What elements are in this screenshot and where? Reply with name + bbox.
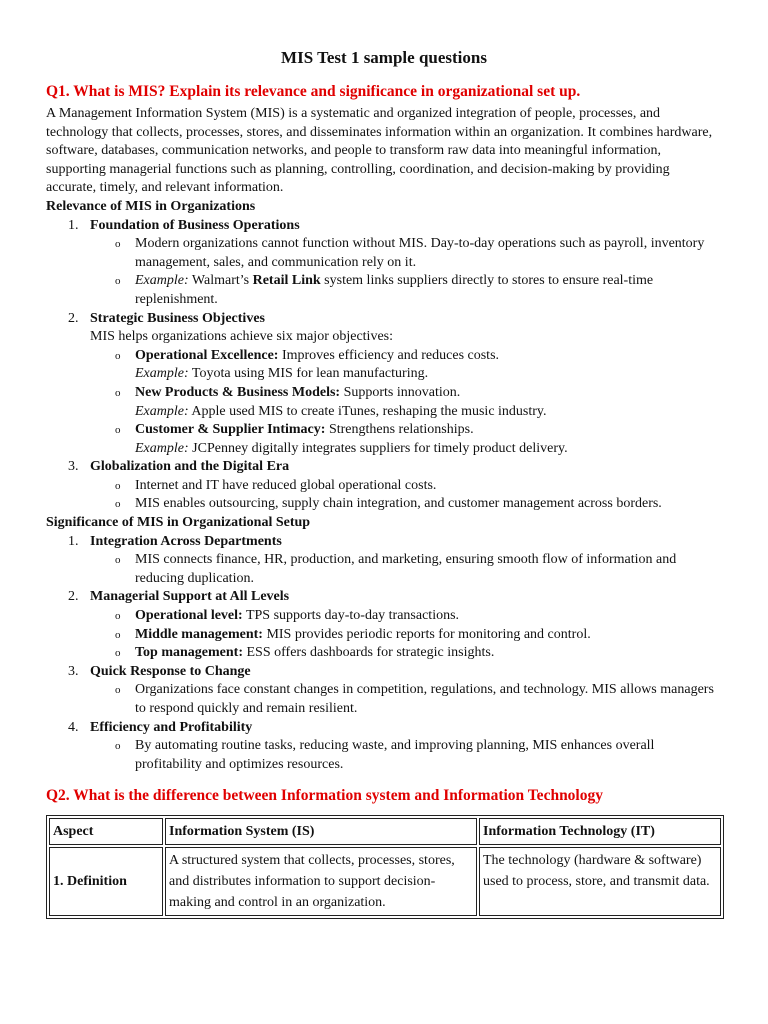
significance-item — [46, 719, 722, 775]
sub-list — [90, 235, 722, 309]
significance-item — [46, 663, 722, 719]
example-label: Example: — [135, 366, 189, 382]
table-row — [49, 847, 721, 916]
significance-heading: Significance of MIS in Organizational Setup — [46, 515, 311, 531]
item-number: 1. — [68, 533, 79, 549]
item-heading: Strategic Business Objectives — [90, 310, 265, 326]
q1-intro-paragraph: A Management Information System (MIS) is a systematic and organized integration of people, processes, and technology that collects, processes, stores, and disseminates information within an organization. It combines hardware, software, databases, communication networks, and people to transform raw data into meaningful information, supporting managerial functions such as planning, controlling, coordination, and decision-making by providing accurate, timely, and relevant information. — [46, 106, 713, 196]
relevance-item — [46, 458, 722, 514]
sub-list — [90, 607, 722, 663]
sub-list — [90, 551, 722, 588]
bullet-text: system links suppliers directly to stores to ensure real-time replenishment. — [135, 273, 654, 307]
example-text: Toyota using MIS for lean manufacturing. — [188, 366, 429, 382]
sub-list — [90, 347, 722, 459]
question-2: Q2. What is the difference between Information system and Information Technology — [46, 787, 603, 805]
circle-bullet-icon: o — [115, 740, 121, 753]
list-item — [90, 384, 722, 421]
table-header-cell: Aspect — [49, 818, 163, 845]
list-item — [90, 607, 722, 626]
circle-bullet-icon: o — [115, 424, 121, 437]
bullet-text: MIS enables outsourcing, supply chain integration, and customer management across borders. — [135, 496, 662, 512]
bullet-text: Organizations face constant changes in competition, regulations, and technology. MIS allows managers to respond quickly and remain resilient. — [135, 682, 714, 716]
relevance-heading: Relevance of MIS in Organizations — [46, 198, 256, 214]
bullet-bold: Retail Link — [252, 273, 321, 289]
table-header-cell: Information Technology (IT) — [479, 818, 721, 845]
bullet-text: Supports innovation. — [340, 384, 461, 400]
circle-bullet-icon: o — [115, 628, 121, 641]
list-item — [90, 347, 722, 384]
bullet-bold: Operational Excellence: — [135, 347, 279, 363]
table-cell: 1. Definition — [49, 847, 163, 916]
example-label: Example: — [135, 273, 189, 289]
bullet-bold: New Products & Business Models: — [135, 384, 341, 400]
bullet-text: ESS offers dashboards for strategic insights. — [243, 645, 495, 661]
question-1: Q1. What is MIS? Explain its relevance and significance in organizational set up. — [46, 83, 581, 100]
item-number: 1. — [68, 217, 79, 233]
item-heading: Foundation of Business Operations — [90, 217, 300, 233]
bullet-bold: Middle management: — [135, 626, 263, 642]
item-number: 2. — [68, 310, 79, 326]
table-header-row — [49, 818, 721, 845]
list-item — [90, 626, 722, 645]
list-item — [90, 495, 722, 514]
comparison-table — [46, 815, 724, 919]
bullet-bold: Customer & Supplier Intimacy: — [135, 422, 326, 438]
example-label: Example: — [135, 403, 189, 419]
circle-bullet-icon: o — [115, 684, 121, 697]
list-item — [90, 644, 722, 663]
example-label: Example: — [135, 440, 189, 456]
circle-bullet-icon: o — [115, 647, 121, 660]
bullet-text: Modern organizations cannot function without MIS. Day-to-day operations such as payroll, inventory management, sales, and communication rely on it. — [135, 236, 705, 270]
bullet-text: MIS connects finance, HR, production, and marketing, ensuring smooth flow of information and reducing duplication. — [135, 552, 677, 586]
list-item — [90, 551, 722, 588]
sub-list — [90, 681, 722, 718]
table-cell: A structured system that collects, processes, stores, and distributes information to support decision-making and control in an organization. — [165, 847, 477, 916]
significance-item — [46, 588, 722, 662]
list-item — [90, 235, 722, 272]
relevance-list — [46, 217, 722, 515]
item-number: 3. — [68, 459, 79, 475]
item-heading: Globalization and the Digital Era — [90, 459, 290, 475]
example-text: JCPenney digitally integrates suppliers for timely product delivery. — [188, 440, 568, 456]
bullet-text: Internet and IT have reduced global operational costs. — [135, 477, 437, 493]
list-item — [90, 272, 722, 309]
bullet-bold: Top management: — [135, 645, 243, 661]
relevance-item — [46, 217, 722, 310]
item-number: 2. — [68, 589, 79, 605]
item-number: 3. — [68, 663, 79, 679]
circle-bullet-icon: o — [115, 349, 121, 362]
circle-bullet-icon: o — [115, 238, 121, 251]
table-cell: The technology (hardware & software) used to process, store, and transmit data. — [479, 847, 721, 916]
item-heading: Quick Response to Change — [90, 663, 251, 679]
circle-bullet-icon: o — [115, 610, 121, 623]
bullet-text: By automating routine tasks, reducing waste, and improving planning, MIS enhances overall profitability and optimizes resources. — [135, 738, 655, 772]
table-header-cell: Information System (IS) — [165, 818, 477, 845]
item-lead: MIS helps organizations achieve six major objectives: — [90, 329, 394, 345]
document-title: MIS Test 1 sample questions — [281, 48, 487, 67]
list-item — [90, 421, 722, 458]
significance-item — [46, 533, 722, 589]
circle-bullet-icon: o — [115, 554, 121, 567]
bullet-text: Strengthens relationships. — [325, 422, 474, 438]
list-item — [90, 477, 722, 496]
item-heading: Managerial Support at All Levels — [90, 589, 290, 605]
item-heading: Efficiency and Profitability — [90, 719, 253, 735]
relevance-item — [46, 310, 722, 459]
circle-bullet-icon: o — [115, 479, 121, 492]
bullet-text: TPS supports day-to-day transactions. — [242, 608, 460, 624]
list-item — [90, 737, 722, 774]
item-heading: Integration Across Departments — [90, 533, 282, 549]
item-number: 4. — [68, 719, 79, 735]
circle-bullet-icon: o — [115, 275, 121, 288]
circle-bullet-icon: o — [115, 386, 121, 399]
sub-list — [90, 477, 722, 514]
circle-bullet-icon: o — [115, 498, 121, 511]
bullet-text: Walmart’s — [188, 273, 253, 289]
significance-list — [46, 533, 722, 775]
bullet-bold: Operational level: — [135, 608, 243, 624]
list-item — [90, 681, 722, 718]
bullet-text: MIS provides periodic reports for monitoring and control. — [262, 626, 591, 642]
bullet-text: Improves efficiency and reduces costs. — [278, 347, 500, 363]
example-text: Apple used MIS to create iTunes, reshaping the music industry. — [188, 403, 547, 419]
sub-list — [90, 737, 722, 774]
